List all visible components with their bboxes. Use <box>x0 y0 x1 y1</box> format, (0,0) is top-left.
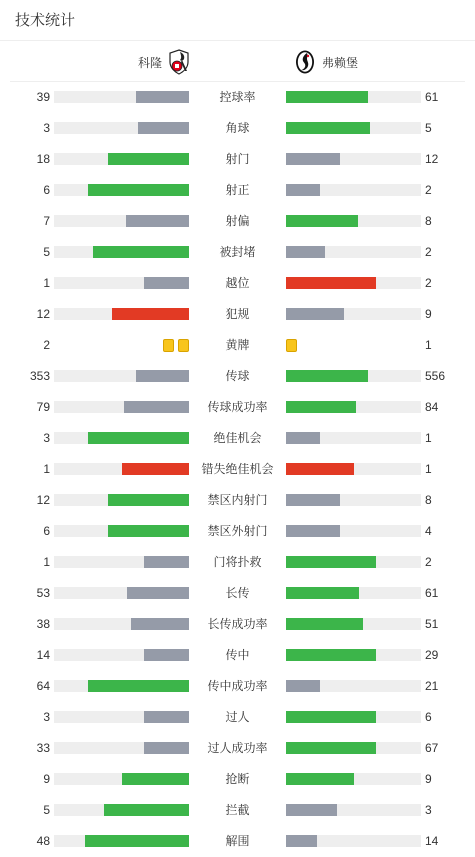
away-yellow-cards <box>286 339 421 352</box>
stat-row <box>0 671 475 702</box>
away-stat-bar-track <box>286 804 421 816</box>
away-stat-value: 1 <box>425 462 432 476</box>
stat-label: 射偏 <box>225 214 250 228</box>
home-stat-value: 48 <box>36 834 50 848</box>
away-stat-bar-track <box>286 215 421 227</box>
home-stat-bar <box>88 680 189 692</box>
home-stat-bar <box>104 804 189 816</box>
home-stat-bar <box>131 618 189 630</box>
home-stat-bar-track <box>54 246 189 258</box>
home-stat-bar <box>122 773 190 785</box>
away-stat-value: 8 <box>425 214 432 228</box>
home-stat-value: 64 <box>36 679 50 693</box>
away-stat-bar-track <box>286 494 421 506</box>
team-header <box>10 41 465 82</box>
away-stat-bar-track <box>286 711 421 723</box>
home-stat-value: 14 <box>36 648 50 662</box>
away-stat-bar-track <box>286 432 421 444</box>
home-stat-value: 7 <box>43 214 50 228</box>
stat-row <box>0 795 475 826</box>
stat-label: 射门 <box>225 152 250 166</box>
stat-label: 错失绝佳机会 <box>201 462 274 476</box>
away-stat-bar <box>286 773 354 785</box>
home-stat-bar <box>112 308 189 320</box>
home-stat-bar-track <box>54 835 189 847</box>
stat-label: 传中 <box>225 648 250 662</box>
away-team-name: 弗赖堡 <box>322 55 359 70</box>
away-stat-bar <box>286 804 337 816</box>
stat-label: 长传成功率 <box>207 617 268 631</box>
home-stat-value: 1 <box>43 462 50 476</box>
home-stat-bar-track <box>54 122 189 134</box>
home-stat-bar <box>127 587 189 599</box>
home-stat-bar-track <box>54 184 189 196</box>
home-stat-bar <box>85 835 189 847</box>
away-stat-value: 8 <box>425 493 432 507</box>
stat-label: 黄牌 <box>225 338 250 352</box>
home-stat-bar-track <box>54 401 189 413</box>
section-title: 技术统计 <box>15 12 76 29</box>
home-stat-bar-track <box>54 649 189 661</box>
away-stat-bar <box>286 587 359 599</box>
away-stat-value: 67 <box>425 741 439 755</box>
stat-row <box>0 330 475 361</box>
away-stat-bar-track <box>286 835 421 847</box>
home-stat-bar <box>136 370 189 382</box>
home-stat-bar <box>108 494 189 506</box>
away-stat-bar <box>286 711 376 723</box>
home-stat-value: 39 <box>36 90 50 104</box>
home-stat-value: 3 <box>43 431 50 445</box>
home-stat-value: 3 <box>43 121 50 135</box>
home-stat-bar-track <box>54 91 189 103</box>
away-stat-bar <box>286 649 376 661</box>
home-stat-value: 12 <box>36 493 50 507</box>
home-stat-value: 79 <box>36 400 50 414</box>
home-stat-bar <box>122 463 190 475</box>
home-stat-bar <box>108 525 189 537</box>
home-stat-bar-track <box>54 804 189 816</box>
away-stat-value: 84 <box>425 400 439 414</box>
home-stat-value: 1 <box>43 555 50 569</box>
home-stat-bar <box>144 649 189 661</box>
stat-label: 传中成功率 <box>207 679 268 693</box>
away-stat-bar <box>286 246 325 258</box>
away-stat-bar <box>286 556 376 568</box>
away-stat-bar-track <box>286 246 421 258</box>
home-stat-bar <box>88 432 189 444</box>
away-team[interactable] <box>294 47 358 77</box>
away-stat-bar <box>286 680 320 692</box>
home-stat-bar-track <box>54 587 189 599</box>
stat-row <box>0 392 475 423</box>
home-stat-bar <box>144 711 189 723</box>
away-stat-bar <box>286 215 358 227</box>
away-stat-bar-track <box>286 680 421 692</box>
home-stat-bar <box>136 91 189 103</box>
stat-label: 解围 <box>225 834 250 848</box>
home-stat-bar-track <box>54 308 189 320</box>
stat-row <box>0 175 475 206</box>
home-stat-bar <box>93 246 189 258</box>
away-stat-value: 2 <box>425 183 432 197</box>
away-stat-value: 9 <box>425 772 432 786</box>
stat-label: 射正 <box>225 183 250 197</box>
away-stat-bar <box>286 370 368 382</box>
away-stat-bar-track <box>286 773 421 785</box>
away-stat-bar <box>286 122 370 134</box>
away-stat-bar-track <box>286 463 421 475</box>
stat-label: 禁区外射门 <box>207 524 268 538</box>
home-stat-value: 2 <box>43 338 50 352</box>
home-stat-bar-track <box>54 525 189 537</box>
home-stat-value: 12 <box>36 307 50 321</box>
away-stat-bar-track <box>286 370 421 382</box>
home-stat-value: 3 <box>43 710 50 724</box>
stat-row <box>0 485 475 516</box>
away-stat-value: 9 <box>425 307 432 321</box>
away-stat-bar-track <box>286 649 421 661</box>
away-stat-bar <box>286 91 368 103</box>
stat-label: 拦截 <box>225 803 250 817</box>
stat-row <box>0 826 475 857</box>
away-stat-bar-track <box>286 153 421 165</box>
stat-row <box>0 733 475 764</box>
home-team[interactable] <box>138 47 190 77</box>
home-stat-bar <box>108 153 189 165</box>
away-stat-value: 5 <box>425 121 432 135</box>
stat-row <box>0 547 475 578</box>
stat-row <box>0 268 475 299</box>
away-stat-bar <box>286 277 376 289</box>
home-stat-value: 18 <box>36 152 50 166</box>
away-stat-value: 61 <box>425 586 439 600</box>
stat-label: 禁区内射门 <box>207 493 268 507</box>
stat-row <box>0 702 475 733</box>
stat-row <box>0 82 475 113</box>
away-stat-bar-track <box>286 122 421 134</box>
stat-row <box>0 609 475 640</box>
stat-label: 长传 <box>225 586 250 600</box>
home-stat-value: 1 <box>43 276 50 290</box>
away-stat-bar <box>286 835 317 847</box>
home-yellow-cards <box>54 339 189 352</box>
stat-label: 绝佳机会 <box>213 431 262 445</box>
away-stat-value: 14 <box>425 834 439 848</box>
home-stat-bar-track <box>54 680 189 692</box>
away-stat-bar <box>286 308 344 320</box>
away-stat-value: 4 <box>425 524 432 538</box>
stat-row <box>0 299 475 330</box>
home-stat-bar <box>88 184 189 196</box>
stat-label: 控球率 <box>219 90 256 104</box>
stat-label: 抢断 <box>225 772 250 786</box>
home-stat-bar-track <box>54 277 189 289</box>
home-stat-bar-track <box>54 711 189 723</box>
yellow-card-icon <box>178 339 189 352</box>
away-stat-value: 1 <box>425 338 432 352</box>
home-stat-value: 6 <box>43 524 50 538</box>
home-stat-bar <box>144 742 189 754</box>
home-stat-value: 53 <box>36 586 50 600</box>
away-stat-bar-track <box>286 401 421 413</box>
stat-label: 过人成功率 <box>207 741 268 755</box>
home-team-name: 科隆 <box>138 55 163 70</box>
away-stat-bar <box>286 618 363 630</box>
away-stat-bar-track <box>286 91 421 103</box>
away-stat-bar-track <box>286 525 421 537</box>
away-stat-value: 6 <box>425 710 432 724</box>
home-stat-bar <box>144 556 189 568</box>
stat-row <box>0 454 475 485</box>
home-stat-bar-track <box>54 618 189 630</box>
fc-koln-crest-icon <box>168 49 190 75</box>
sc-freiburg-crest-icon <box>294 49 316 75</box>
away-stat-bar-track <box>286 277 421 289</box>
away-stat-bar <box>286 184 320 196</box>
home-stat-value: 5 <box>43 245 50 259</box>
away-stat-bar-track <box>286 587 421 599</box>
away-stat-bar <box>286 401 356 413</box>
away-stat-bar-track <box>286 308 421 320</box>
away-stat-bar-track <box>286 184 421 196</box>
home-stat-bar-track <box>54 742 189 754</box>
stat-label: 角球 <box>225 121 250 135</box>
stat-label: 传球 <box>225 369 250 383</box>
away-stat-bar <box>286 525 340 537</box>
home-stat-bar <box>126 215 189 227</box>
home-stat-bar <box>124 401 189 413</box>
stat-row <box>0 237 475 268</box>
home-stat-bar-track <box>54 494 189 506</box>
away-stat-bar <box>286 153 340 165</box>
away-stat-value: 3 <box>425 803 432 817</box>
home-stat-bar <box>144 277 189 289</box>
away-stat-value: 2 <box>425 245 432 259</box>
yellow-card-icon <box>163 339 174 352</box>
home-stat-bar-track <box>54 773 189 785</box>
away-stat-bar-track <box>286 618 421 630</box>
stat-label: 过人 <box>225 710 250 724</box>
yellow-card-icon <box>286 339 297 352</box>
away-stat-value: 21 <box>425 679 439 693</box>
home-stat-value: 9 <box>43 772 50 786</box>
home-stat-bar-track <box>54 432 189 444</box>
stat-row <box>0 423 475 454</box>
away-stat-value: 556 <box>425 369 446 383</box>
home-stat-bar-track <box>54 556 189 568</box>
home-stat-bar-track <box>54 463 189 475</box>
stat-row <box>0 640 475 671</box>
away-stat-bar <box>286 742 376 754</box>
away-stat-value: 2 <box>425 276 432 290</box>
away-stat-value: 2 <box>425 555 432 569</box>
stat-label: 传球成功率 <box>207 400 268 414</box>
stat-label: 越位 <box>225 276 250 290</box>
home-stat-value: 353 <box>29 369 50 383</box>
away-stat-bar <box>286 494 340 506</box>
away-stat-value: 1 <box>425 431 432 445</box>
away-stat-value: 61 <box>425 90 439 104</box>
stat-label: 犯规 <box>225 307 250 321</box>
away-stat-bar-track <box>286 556 421 568</box>
stat-row <box>0 361 475 392</box>
stat-label: 门将扑救 <box>213 555 262 569</box>
away-stat-bar-track <box>286 742 421 754</box>
home-stat-bar-track <box>54 153 189 165</box>
away-stat-value: 51 <box>425 617 439 631</box>
away-stat-value: 29 <box>425 648 439 662</box>
stat-row <box>0 764 475 795</box>
home-stat-value: 6 <box>43 183 50 197</box>
home-stat-value: 5 <box>43 803 50 817</box>
stat-row <box>0 206 475 237</box>
stat-row <box>0 516 475 547</box>
away-stat-bar <box>286 463 354 475</box>
stat-row <box>0 144 475 175</box>
away-stat-value: 12 <box>425 152 439 166</box>
stat-row <box>0 578 475 609</box>
home-stat-bar-track <box>54 370 189 382</box>
stat-row <box>0 113 475 144</box>
home-stat-bar <box>138 122 189 134</box>
home-stat-bar-track <box>54 215 189 227</box>
home-stat-value: 33 <box>36 741 50 755</box>
away-stat-bar <box>286 432 320 444</box>
stat-label: 被封堵 <box>219 245 256 259</box>
home-stat-value: 38 <box>36 617 50 631</box>
